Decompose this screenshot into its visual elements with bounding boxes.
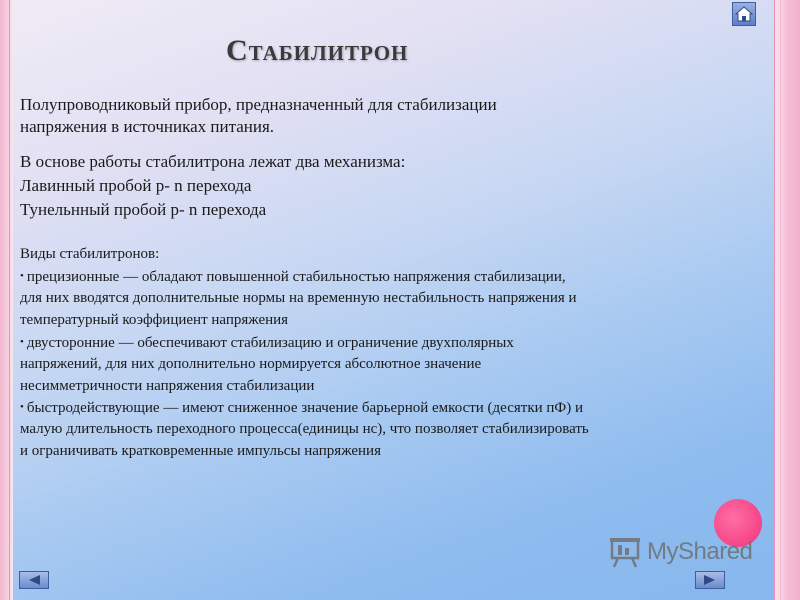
right-frame-border	[774, 0, 800, 600]
type-fast-line-3: и ограничивать кратковременные импульсы напряжения	[20, 443, 381, 459]
left-frame-border	[0, 0, 13, 600]
presentation-board-icon	[608, 536, 642, 568]
type-fast-line-1: • быстродействующие — имеют сниженное значение барьерной емкости (десятки пФ) и	[20, 396, 583, 419]
type-precision-line-3: температурный коэффициент напряжения	[20, 312, 289, 328]
mechanisms-heading: В основе работы стабилитрона лежат два механизма:	[20, 152, 406, 171]
previous-slide-button[interactable]	[19, 571, 49, 589]
definition-line-1: Полупроводниковый прибор, предназначенный для стабилизации	[20, 95, 497, 114]
mechanism-tunnel: Тунельнный пробой р- n перехода	[20, 200, 267, 219]
types-heading: Виды стабилитронов:	[20, 246, 160, 262]
next-slide-button[interactable]	[695, 571, 725, 589]
type-precision-line-1: • прецизионные — обладают повышенной стабильностью напряжения стабилизации,	[20, 265, 566, 288]
type-bidirectional-line-3: несимметричности напряжения стабилизации	[20, 378, 315, 394]
arrow-left-icon	[27, 574, 41, 586]
mechanism-avalanche: Лавинный пробой р- n перехода	[20, 176, 252, 195]
right-frame-line-inner	[780, 0, 781, 600]
arrow-right-icon	[703, 574, 717, 586]
type-bidirectional-line-1: • двусторонние — обеспечивают стабилизацию и ограничение двухполярных	[20, 331, 514, 354]
type-fast-line-2: малую длительность переходного процесса(единицы нс), что позволяет стабилизировать	[20, 421, 589, 437]
right-frame-line	[774, 0, 775, 600]
type-bidirectional-line-2: напряжений, для них дополнительно нормируется абсолютное значение	[20, 356, 482, 372]
definition-line-2: напряжения в источниках питания.	[20, 117, 275, 136]
myshared-logo	[608, 536, 752, 568]
type-precision-line-2: для них вводятся дополнительные нормы на временную нестабильность напряжения и	[20, 290, 577, 306]
home-icon	[735, 6, 753, 22]
logo-text: MyShared	[647, 538, 753, 565]
slide-title: Стабилитрон	[226, 34, 409, 67]
home-button[interactable]	[732, 2, 756, 26]
left-frame-line	[9, 0, 10, 600]
